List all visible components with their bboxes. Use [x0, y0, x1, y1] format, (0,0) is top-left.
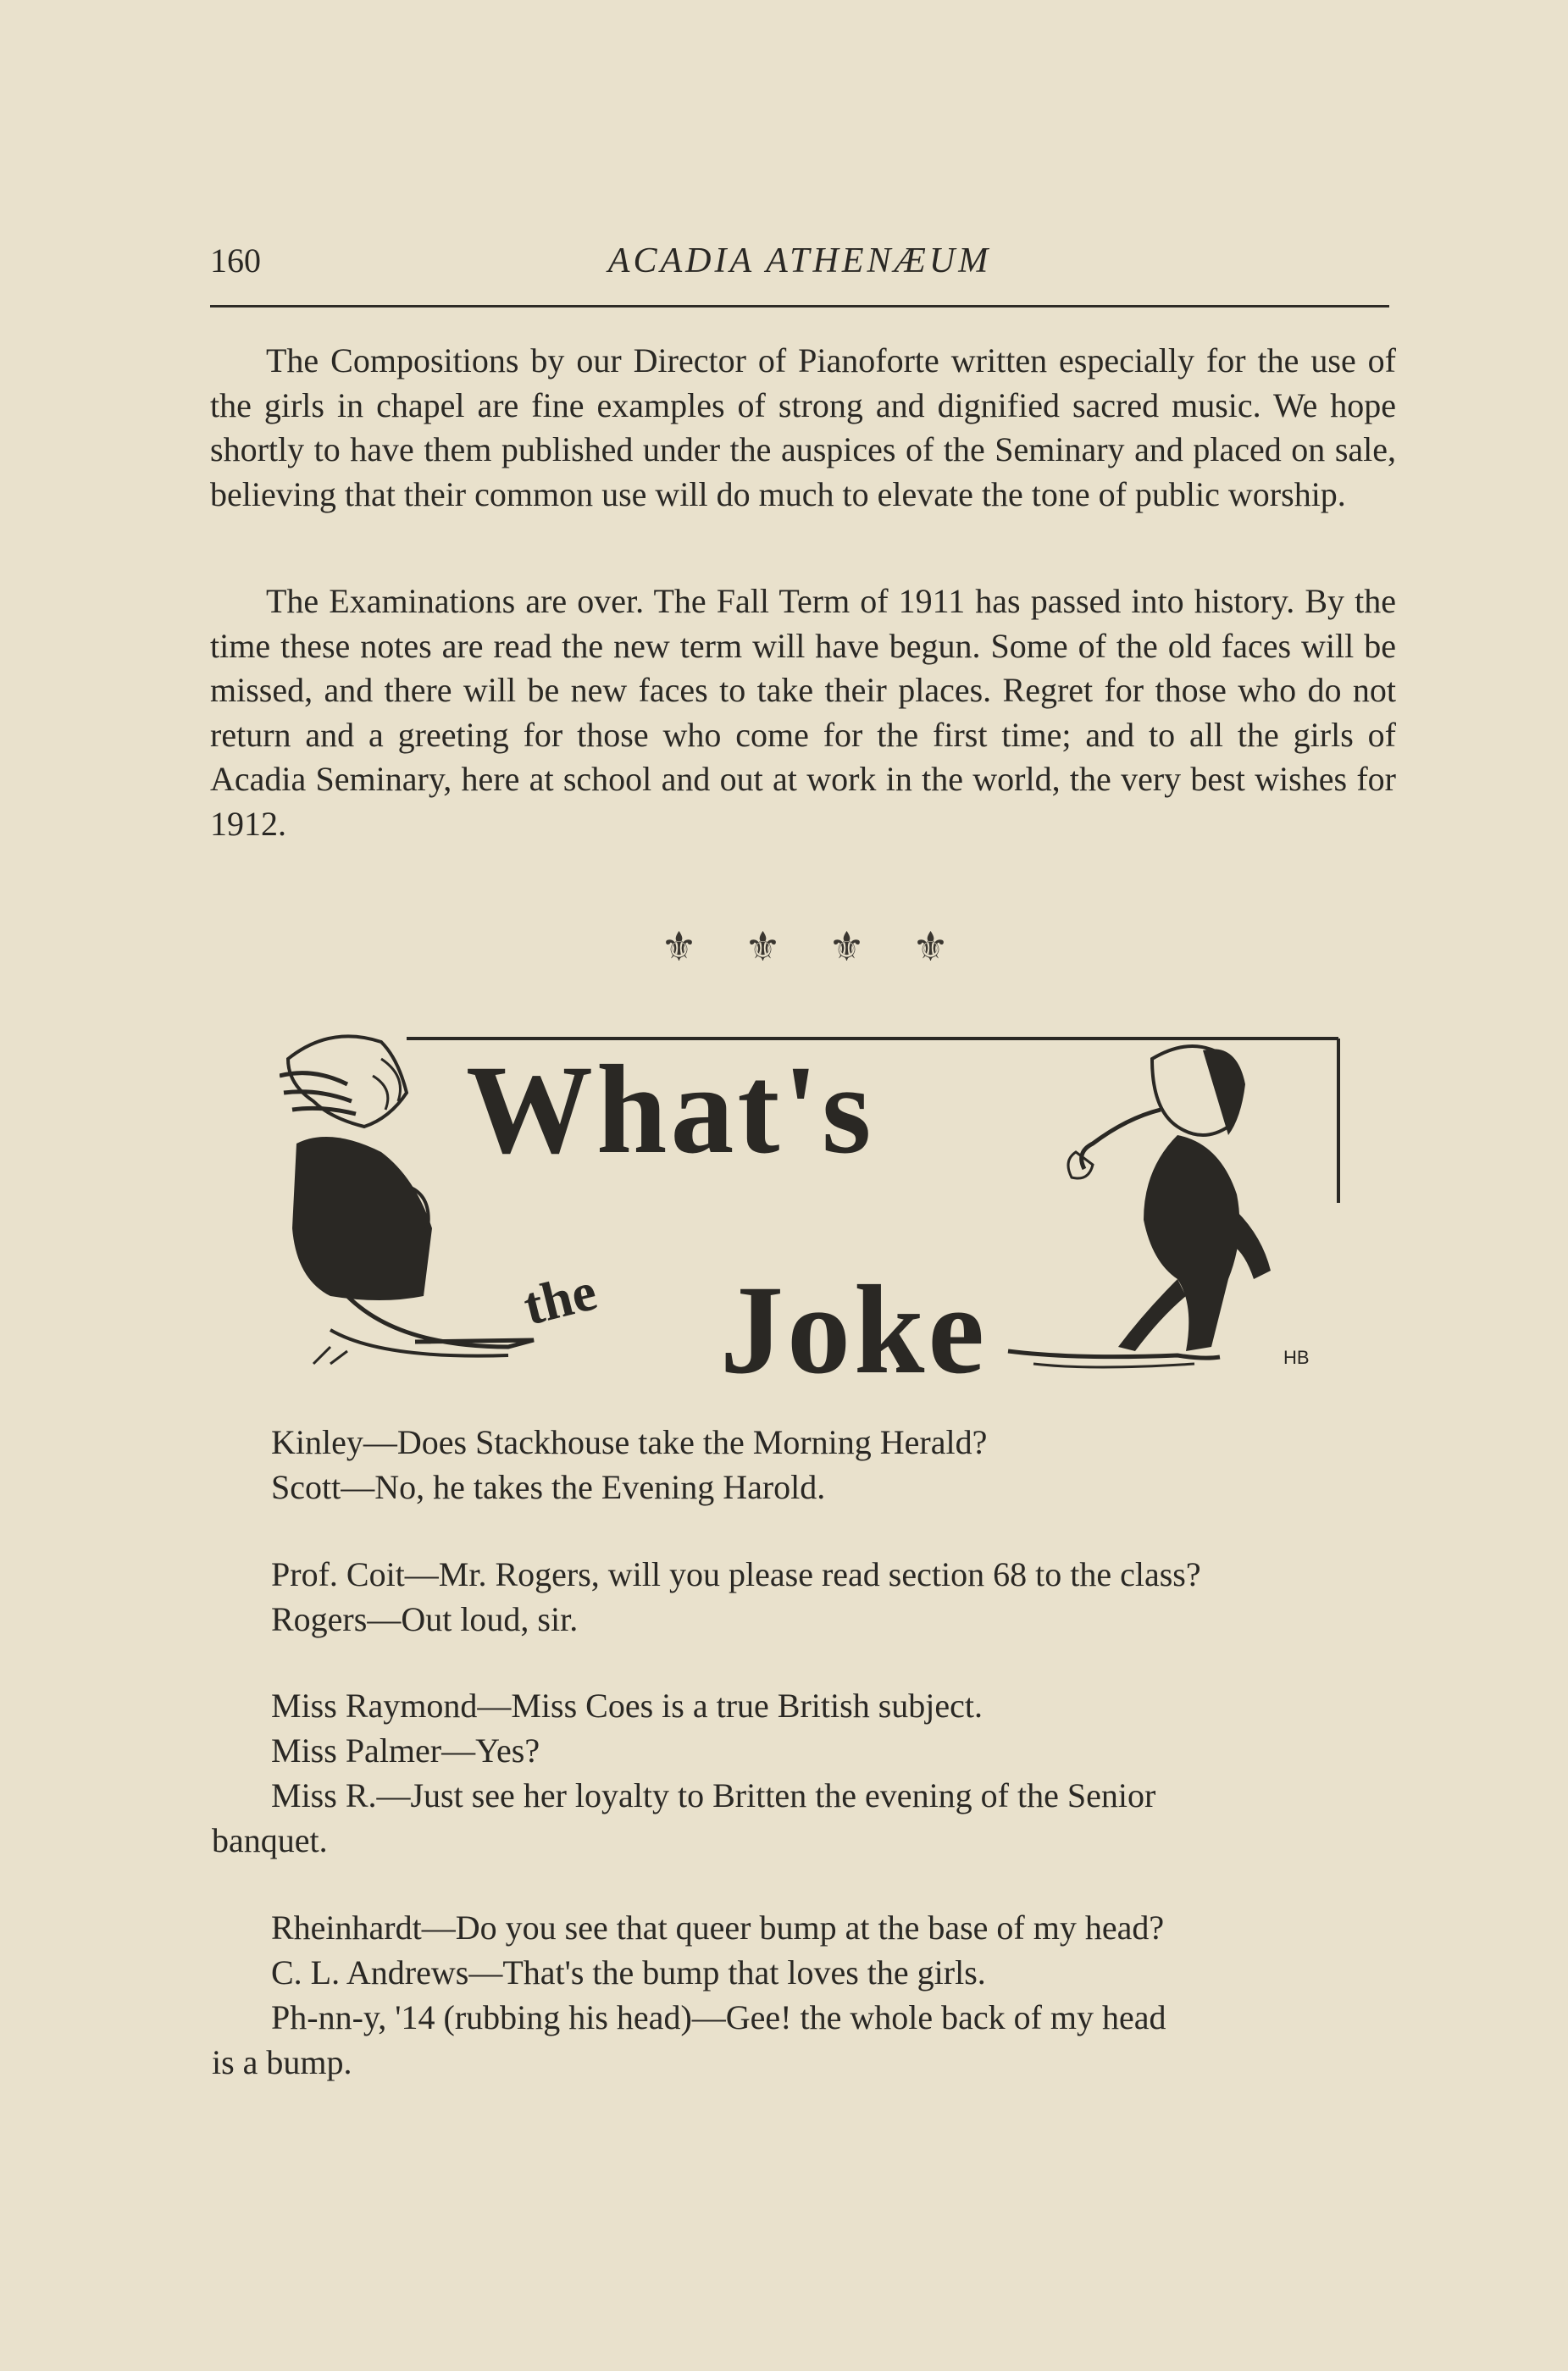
journal-title: ACADIA ATHENÆUM — [607, 241, 992, 280]
joke-line: Miss R.—Just see her loyalty to Britten the evening of the Senior — [271, 1776, 1156, 1814]
paragraph-compositions: The Compositions by our Director of Pianoforte written especially for the use of the girls in chapel are fine examples of strong and dignified sacred music. We hope shortly to have them published under the auspices of the Seminary and placed on sale, believing that their common use will do much to elevate the tone of public worship. — [210, 341, 1396, 513]
page-number: 160 — [210, 241, 261, 280]
header-rule — [210, 305, 1389, 307]
joke-line: Kinley—Does Stackhouse take the Morning Herald? — [271, 1423, 988, 1461]
joke-line: Miss Raymond—Miss Coes is a true British subject. — [271, 1687, 983, 1725]
joke-line-continuation: banquet. — [212, 1821, 328, 1859]
joke-line: Scott—No, he takes the Evening Harold. — [271, 1468, 826, 1506]
joke-line: Miss Palmer—Yes? — [271, 1731, 540, 1770]
fleur-de-lis-icon: ⚜ — [828, 925, 865, 970]
fleur-de-lis-icon: ⚜ — [911, 925, 949, 970]
ornament-divider — [661, 923, 949, 974]
joke-line-continuation: is a bump. — [212, 2043, 352, 2081]
fleur-de-lis-icon: ⚜ — [661, 925, 698, 970]
joke-line: Rogers—Out loud, sir. — [271, 1600, 579, 1638]
cartoon-title-whats: What's — [466, 1039, 875, 1180]
running-head — [210, 241, 1389, 283]
whats-the-joke-cartoon — [280, 1025, 1355, 1398]
paragraph-examinations: The Examinations are over. The Fall Term of 1911 has passed into history. By the time these notes are read the new term will have begun. Some of the old faces will be missed, and there will be new faces to take their places. Regret for those who do not return and a greeting for those who come for the first time; and to all the girls of Acadia Seminary, here at school and out at work in the world, the very best wishes for 1912. — [210, 582, 1396, 843]
cartoon-title-the: the — [518, 1260, 602, 1337]
right-figure-illustration — [1008, 1046, 1271, 1367]
artist-signature: HB — [1283, 1347, 1310, 1368]
joke-line: Ph-nn-y, '14 (rubbing his head)—Gee! the whole back of my head — [271, 1998, 1166, 2036]
joke-line: C. L. Andrews—That's the bump that loves the girls. — [271, 1953, 986, 1992]
cartoon-title-joke: Joke — [720, 1260, 988, 1398]
fleur-de-lis-icon: ⚜ — [744, 925, 782, 970]
joke-line: Rheinhardt—Do you see that queer bump at the base of my head? — [271, 1908, 1165, 1947]
joke-line: Prof. Coit—Mr. Rogers, will you please read section 68 to the class? — [271, 1555, 1201, 1593]
